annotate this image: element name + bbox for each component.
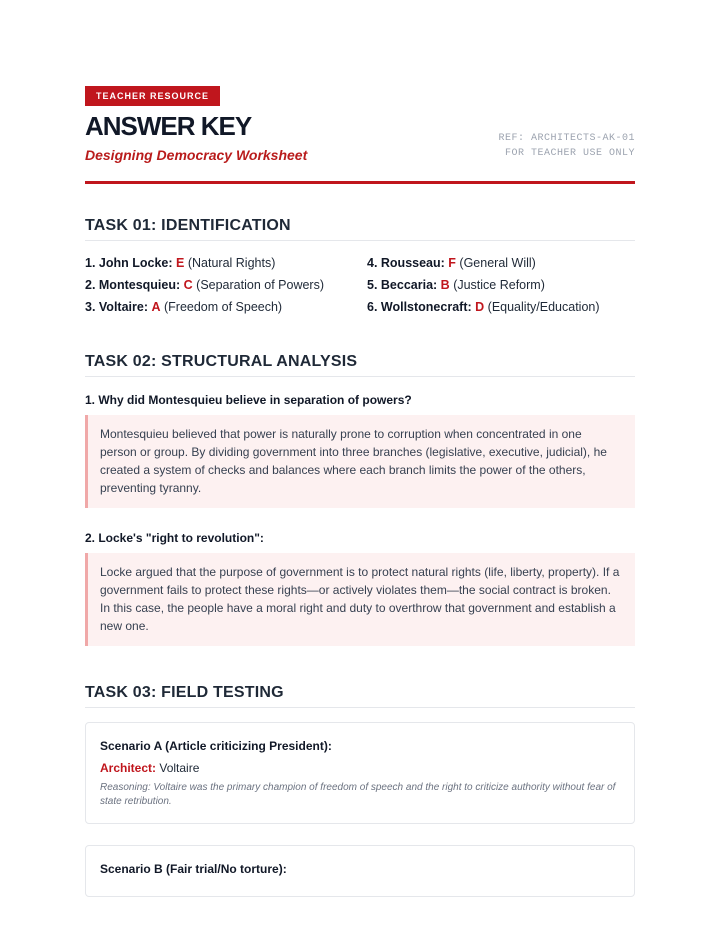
answer-letter: D <box>475 299 485 314</box>
scenario-b-title: Scenario B (Fair trial/No torture): <box>100 861 287 876</box>
reference-block <box>498 131 635 163</box>
header <box>85 86 635 184</box>
answer-letter: C <box>183 277 193 292</box>
scenario-a-title: Scenario A (Article criticizing President): <box>100 738 332 753</box>
identification-grid <box>85 256 635 314</box>
page-title: ANSWER KEY <box>85 111 252 141</box>
question-2: 2. Locke's "right to revolution": <box>85 530 264 545</box>
scenario-b-card <box>85 845 635 897</box>
answer-letter: F <box>448 255 456 270</box>
answer-2-box: Locke argued that the purpose of government is to protect natural rights (life, liberty, property). If a government fails to protect these rights—or actively violates them—the social contract is broken. In this case, the people have a moral right and duty to overthrow that government and establish a new one. <box>85 553 635 646</box>
task-01-section <box>85 217 635 314</box>
task-02-section <box>85 353 635 646</box>
page-subtitle: Designing Democracy Worksheet <box>85 146 308 163</box>
identification-item: 2. Montesquieu: C (Separation of Powers) <box>85 277 324 292</box>
answer-letter: B <box>440 277 450 292</box>
scenario-a-card <box>85 722 635 824</box>
answer-1-box: Montesquieu believed that power is naturally prone to corruption when concentrated in one person or group. By dividing government into three branches (legislative, executive, judicial), he created a system of checks and balances where each branch limits the power of the others, preventing tyranny. <box>85 415 635 508</box>
task-01-title: TASK 01: IDENTIFICATION <box>85 217 635 241</box>
answer-letter: A <box>151 299 161 314</box>
title-block <box>85 112 307 163</box>
identification-item: 5. Beccaria: B (Justice Reform) <box>367 277 545 292</box>
task-03-title: TASK 03: FIELD TESTING <box>85 684 635 708</box>
scenario-a-architect <box>100 761 620 775</box>
identification-item: 6. Wollstonecraft: D (Equality/Education) <box>367 299 600 314</box>
header-row <box>85 112 635 163</box>
answer-letter: E <box>176 255 185 270</box>
identification-item: 4. Rousseau: F (General Will) <box>367 255 536 270</box>
question-1: 1. Why did Montesquieu believe in separation of powers? <box>85 392 412 407</box>
teacher-resource-badge: TEACHER RESOURCE <box>85 86 220 106</box>
identification-item: 3. Voltaire: A (Freedom of Speech) <box>85 299 283 314</box>
task-03-section <box>85 684 635 897</box>
scenario-a-reasoning: Reasoning: Voltaire was the primary champion of freedom of speech and the right to criticize authority without fear of state retribution. <box>100 781 616 807</box>
identification-item: 1. John Locke: E (Natural Rights) <box>85 255 276 270</box>
architect-name: Voltaire <box>159 760 200 775</box>
task-02-title: TASK 02: STRUCTURAL ANALYSIS <box>85 353 635 377</box>
architect-label: Architect: <box>100 760 157 775</box>
usage-note: FOR TEACHER USE ONLY <box>504 147 635 159</box>
reference-code: REF: ARCHITECTS-AK-01 <box>498 132 635 144</box>
header-divider <box>85 181 635 184</box>
